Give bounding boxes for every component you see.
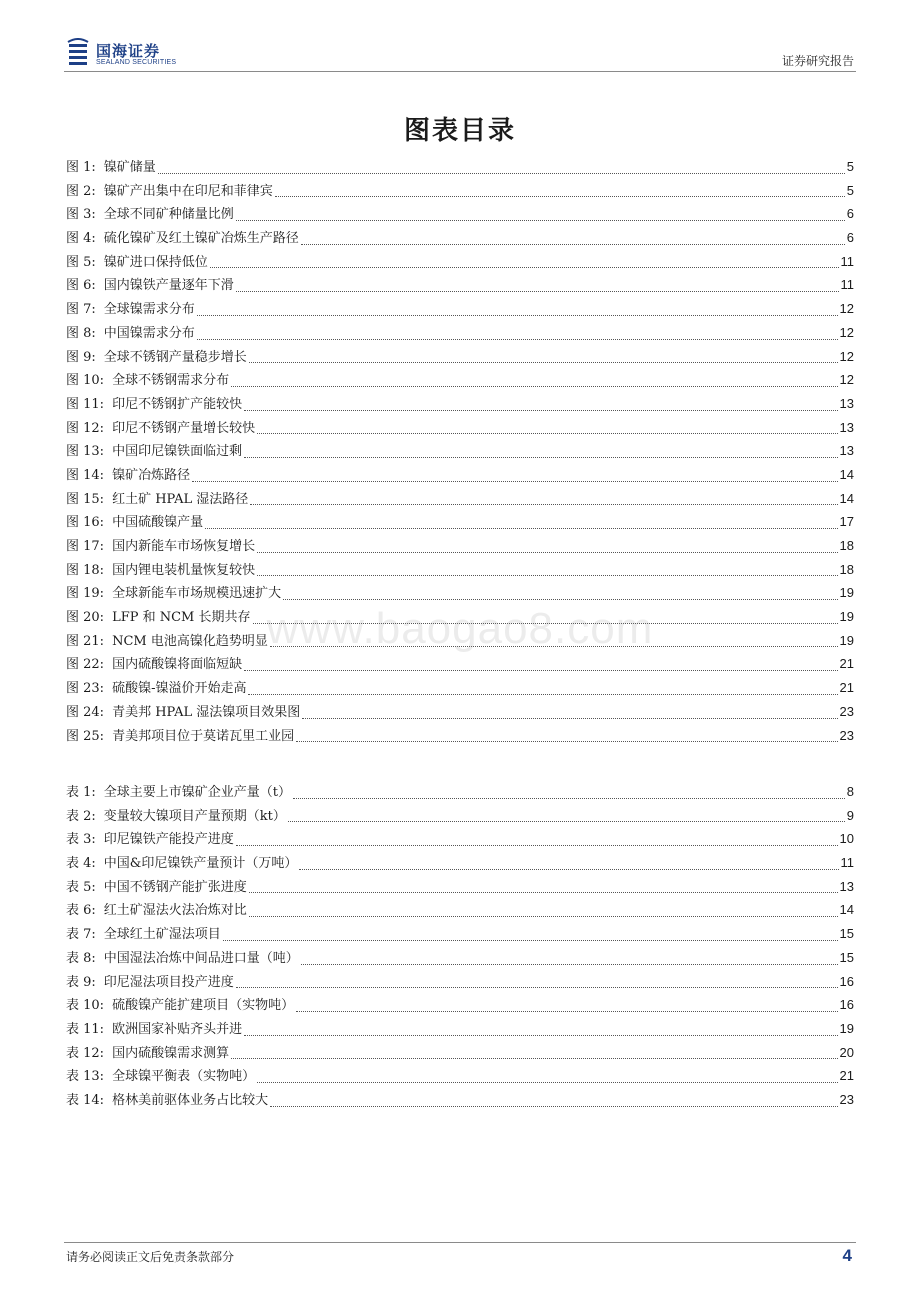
table-title: 中国湿法冶炼中间品进口量（吨） xyxy=(103,950,299,966)
figure-page-number: 19 xyxy=(839,632,854,648)
table-number: 表 13: xyxy=(66,1069,105,1085)
leader-dots xyxy=(244,457,837,458)
leader-dots xyxy=(244,670,837,671)
figure-number: 图 3: xyxy=(66,207,96,223)
leader-dots xyxy=(236,845,838,846)
figure-toc-entry[interactable] xyxy=(66,417,854,441)
figure-page-number: 13 xyxy=(839,395,854,411)
figure-page-number: 23 xyxy=(839,727,854,743)
figure-number: 图 14: xyxy=(66,467,105,483)
figure-title: 国内锂电装机量恢复较快 xyxy=(112,562,256,578)
table-number: 表 5: xyxy=(66,879,96,895)
figure-title: 青美邦 HPAL 湿法镍项目效果图 xyxy=(112,704,301,720)
leader-dots xyxy=(301,244,845,245)
figure-page-number: 19 xyxy=(839,609,854,625)
table-title: 格林美前驱体业务占比较大 xyxy=(112,1092,269,1108)
figure-toc-entry[interactable] xyxy=(66,369,854,393)
table-title: 中国不锈钢产能扩张进度 xyxy=(103,879,247,895)
figure-title: 青美邦项目位于莫诺瓦里工业园 xyxy=(112,728,295,744)
figure-page-number: 18 xyxy=(839,538,854,553)
table-number: 表 1: xyxy=(66,785,96,800)
leader-dots xyxy=(257,552,837,553)
logo-chinese-name: 国海证券 xyxy=(96,42,161,60)
table-toc-entry[interactable] xyxy=(66,805,854,829)
report-type-label: 证券研究报告 xyxy=(781,54,854,68)
figure-number: 图 25: xyxy=(66,728,105,744)
figure-number: 图 8: xyxy=(66,325,96,341)
table-toc-entry[interactable] xyxy=(66,1018,854,1042)
leader-dots xyxy=(296,741,837,742)
figure-page-number: 5 xyxy=(846,182,854,198)
table-number: 表 2: xyxy=(66,808,96,824)
figure-toc-entry[interactable] xyxy=(66,701,854,725)
figure-page-number: 6 xyxy=(846,230,854,246)
figure-title: 中国印尼镍铁面临过剩 xyxy=(112,444,243,460)
figure-toc-entry[interactable] xyxy=(66,559,854,583)
figure-title: 镍矿进口保持低位 xyxy=(103,254,208,270)
leader-dots xyxy=(270,1106,837,1107)
leader-dots xyxy=(236,291,839,292)
sealand-logo-icon xyxy=(66,38,90,66)
figure-toc-entry[interactable] xyxy=(66,606,854,630)
leader-dots xyxy=(257,575,837,576)
table-title: 全球主要上市镍矿企业产量（t） xyxy=(103,785,292,800)
figure-title: 印尼不锈钢扩产能较快 xyxy=(112,396,243,412)
figure-number: 图 6: xyxy=(66,278,96,294)
table-title: 中国&印尼镍铁产量预计（万吨） xyxy=(103,856,298,872)
figure-title: 国内镍铁产量逐年下滑 xyxy=(103,278,234,294)
leader-dots xyxy=(231,386,837,387)
table-toc-entry[interactable] xyxy=(66,1065,854,1089)
figure-number: 图 15: xyxy=(66,491,105,507)
leader-dots xyxy=(244,1035,837,1036)
table-toc-entry[interactable] xyxy=(66,947,854,971)
figure-page-number: 11 xyxy=(840,253,854,269)
leader-dots xyxy=(299,869,838,870)
leader-dots xyxy=(293,798,845,799)
figure-toc-entry[interactable] xyxy=(66,464,854,488)
table-page-number: 11 xyxy=(840,855,854,871)
leader-dots xyxy=(249,892,838,893)
leader-dots xyxy=(248,694,837,695)
logo-english-name: SEALAND SECURITIES xyxy=(96,59,177,66)
figure-number: 图 24: xyxy=(66,704,105,720)
figure-number: 图 20: xyxy=(66,610,105,626)
figure-toc-entry[interactable] xyxy=(66,653,854,677)
table-page-number: 23 xyxy=(839,1091,854,1107)
figure-title: 全球新能车市场规模迅速扩大 xyxy=(112,586,282,602)
figure-number: 图 7: xyxy=(66,302,96,318)
leader-dots xyxy=(249,362,838,363)
table-toc-entry[interactable] xyxy=(66,1042,854,1066)
figure-toc-entry[interactable] xyxy=(66,725,854,749)
figure-toc-entry[interactable] xyxy=(66,535,854,559)
figure-title: 镍矿储量 xyxy=(103,160,156,175)
figure-toc-entry[interactable] xyxy=(66,346,854,370)
table-number: 表 9: xyxy=(66,974,96,990)
leader-dots xyxy=(288,821,845,822)
leader-dots xyxy=(205,528,837,529)
table-page-number: 10 xyxy=(839,831,854,847)
table-toc-entry[interactable] xyxy=(66,899,854,923)
table-number: 表 6: xyxy=(66,903,96,919)
figure-toc-entry[interactable] xyxy=(66,582,854,606)
figure-page-number: 18 xyxy=(839,561,854,577)
table-toc-entry[interactable] xyxy=(66,828,854,852)
table-page-number: 9 xyxy=(846,807,854,823)
table-toc-entry[interactable] xyxy=(66,876,854,900)
figure-number: 图 1: xyxy=(66,160,96,175)
table-title: 全球红土矿湿法项目 xyxy=(103,927,221,943)
figure-title: 全球不同矿种储量比例 xyxy=(103,207,234,223)
leader-dots xyxy=(257,433,837,434)
figure-title: 国内新能车市场恢复增长 xyxy=(112,539,256,554)
figure-page-number: 12 xyxy=(839,301,854,317)
leader-dots xyxy=(210,267,839,268)
figure-toc-entry[interactable] xyxy=(66,440,854,464)
figure-toc-entry[interactable] xyxy=(66,298,854,322)
figure-page-number: 11 xyxy=(840,277,854,293)
table-page-number: 13 xyxy=(839,878,854,894)
figure-number: 图 18: xyxy=(66,562,105,578)
figure-title: 镍矿冶炼路径 xyxy=(112,467,191,483)
table-page-number: 8 xyxy=(846,784,854,799)
figure-title: 全球镍需求分布 xyxy=(103,302,195,318)
figure-page-number: 12 xyxy=(839,324,854,340)
figure-number: 图 22: xyxy=(66,657,105,673)
figure-number: 图 16: xyxy=(66,515,105,531)
table-number: 表 3: xyxy=(66,832,96,848)
figure-toc-entry[interactable] xyxy=(66,322,854,346)
figure-toc-entry[interactable] xyxy=(66,677,854,701)
figure-toc-entry[interactable] xyxy=(66,393,854,417)
table-number: 表 7: xyxy=(66,927,96,943)
leader-dots xyxy=(192,481,837,482)
figure-page-number: 12 xyxy=(839,372,854,388)
table-title: 变量较大镍项目产量预期（kt） xyxy=(103,808,286,824)
figure-list xyxy=(66,156,854,748)
table-number: 表 12: xyxy=(66,1045,105,1061)
figure-title: 中国镍需求分布 xyxy=(103,325,195,341)
leader-dots xyxy=(197,339,838,340)
leader-dots xyxy=(244,410,837,411)
figure-toc-entry[interactable] xyxy=(66,227,854,251)
figure-number: 图 17: xyxy=(66,539,105,554)
figure-title: 硫酸镍-镍溢价开始走高 xyxy=(112,681,247,697)
figure-number: 图 19: xyxy=(66,586,105,602)
leader-dots xyxy=(231,1058,837,1059)
figure-number: 图 9: xyxy=(66,349,96,365)
figure-title: 红土矿 HPAL 湿法路径 xyxy=(112,491,249,507)
leader-dots xyxy=(283,599,837,600)
figure-page-number: 5 xyxy=(846,159,854,174)
leader-dots xyxy=(236,220,845,221)
watermark: www.baogao8.com xyxy=(266,604,654,653)
figure-title: 中国硫酸镍产量 xyxy=(112,515,204,531)
table-title: 红土矿湿法火法冶炼对比 xyxy=(103,903,247,919)
leader-dots xyxy=(270,646,838,647)
table-page-number: 21 xyxy=(839,1068,854,1084)
leader-dots xyxy=(302,718,837,719)
leader-dots xyxy=(253,623,838,624)
table-title: 印尼湿法项目投产进度 xyxy=(103,974,234,990)
figure-page-number: 14 xyxy=(839,490,854,506)
figure-page-number: 21 xyxy=(839,680,854,696)
table-title: 全球镍平衡表（实物吨） xyxy=(112,1069,256,1085)
figure-number: 图 23: xyxy=(66,681,105,697)
table-title: 印尼镍铁产能投产进度 xyxy=(103,832,234,848)
figure-title: 硫化镍矿及红土镍矿冶炼生产路径 xyxy=(103,231,299,247)
table-number: 表 4: xyxy=(66,856,96,872)
figure-toc-entry[interactable] xyxy=(66,203,854,227)
figure-toc-entry[interactable] xyxy=(66,274,854,298)
figure-title: LFP 和 NCM 长期共存 xyxy=(112,610,251,626)
figure-toc-entry[interactable] xyxy=(66,511,854,535)
leader-dots xyxy=(257,1082,837,1083)
figure-page-number: 17 xyxy=(839,514,854,530)
table-page-number: 15 xyxy=(839,949,854,965)
leader-dots xyxy=(301,964,838,965)
figure-title: 镍矿产出集中在印尼和菲律宾 xyxy=(103,183,273,199)
table-toc-entry[interactable] xyxy=(66,994,854,1018)
figure-title: NCM 电池高镍化趋势明显 xyxy=(112,633,268,649)
leader-dots xyxy=(223,940,838,941)
page-number: 4 xyxy=(842,1246,852,1265)
figure-toc-entry[interactable] xyxy=(66,251,854,275)
figure-page-number: 13 xyxy=(839,419,854,435)
table-toc-entry[interactable] xyxy=(66,923,854,947)
header-divider xyxy=(64,71,856,72)
footer-disclaimer: 请务必阅读正文后免责条款部分 xyxy=(66,1250,235,1264)
figure-page-number: 13 xyxy=(839,443,854,459)
table-number: 表 11: xyxy=(66,1021,105,1037)
table-toc-entry[interactable] xyxy=(66,781,854,805)
table-title: 硫酸镍产能扩建项目（实物吨） xyxy=(112,998,295,1014)
figure-number: 图 13: xyxy=(66,444,105,460)
table-list xyxy=(66,781,854,1113)
figure-page-number: 23 xyxy=(839,703,854,719)
table-page-number: 19 xyxy=(839,1020,854,1036)
figure-number: 图 2: xyxy=(66,183,96,199)
figure-number: 图 10: xyxy=(66,373,105,389)
figure-toc-entry[interactable] xyxy=(66,156,854,180)
page-title: 图表目录 xyxy=(403,116,516,146)
figure-number: 图 5: xyxy=(66,254,96,270)
table-toc-entry[interactable] xyxy=(66,1089,854,1113)
figure-number: 图 4: xyxy=(66,231,96,247)
figure-page-number: 14 xyxy=(839,466,854,482)
leader-dots xyxy=(158,173,845,174)
page-header xyxy=(0,0,920,80)
figure-page-number: 12 xyxy=(839,348,854,364)
figure-title: 印尼不锈钢产量增长较快 xyxy=(112,420,256,436)
figure-number: 图 11: xyxy=(66,396,105,412)
footer-divider xyxy=(64,1242,856,1243)
figure-title: 全球不锈钢产量稳步增长 xyxy=(103,349,247,365)
figure-title: 国内硫酸镍将面临短缺 xyxy=(112,657,243,673)
figure-toc-entry[interactable] xyxy=(66,488,854,512)
figure-page-number: 19 xyxy=(839,585,854,601)
table-page-number: 20 xyxy=(839,1044,854,1060)
table-page-number: 15 xyxy=(839,926,854,942)
table-page-number: 16 xyxy=(839,973,854,989)
figure-number: 图 21: xyxy=(66,633,105,649)
table-toc-entry[interactable] xyxy=(66,971,854,995)
leader-dots xyxy=(197,315,838,316)
leader-dots xyxy=(296,1011,837,1012)
table-number: 表 8: xyxy=(66,950,96,966)
leader-dots xyxy=(275,196,845,197)
figure-title: 全球不锈钢需求分布 xyxy=(112,373,230,389)
table-page-number: 16 xyxy=(839,997,854,1013)
table-title: 国内硫酸镍需求测算 xyxy=(112,1045,230,1061)
leader-dots xyxy=(250,504,837,505)
leader-dots xyxy=(249,916,838,917)
table-title: 欧洲国家补贴齐头并进 xyxy=(112,1021,243,1037)
figure-toc-entry[interactable] xyxy=(66,630,854,654)
figure-page-number: 21 xyxy=(839,656,854,672)
figure-page-number: 6 xyxy=(846,206,854,222)
leader-dots xyxy=(236,987,838,988)
table-number: 表 10: xyxy=(66,998,105,1014)
figure-number: 图 12: xyxy=(66,420,105,436)
table-page-number: 14 xyxy=(839,902,854,918)
table-toc-entry[interactable] xyxy=(66,852,854,876)
table-number: 表 14: xyxy=(66,1092,105,1108)
figure-toc-entry[interactable] xyxy=(66,180,854,204)
